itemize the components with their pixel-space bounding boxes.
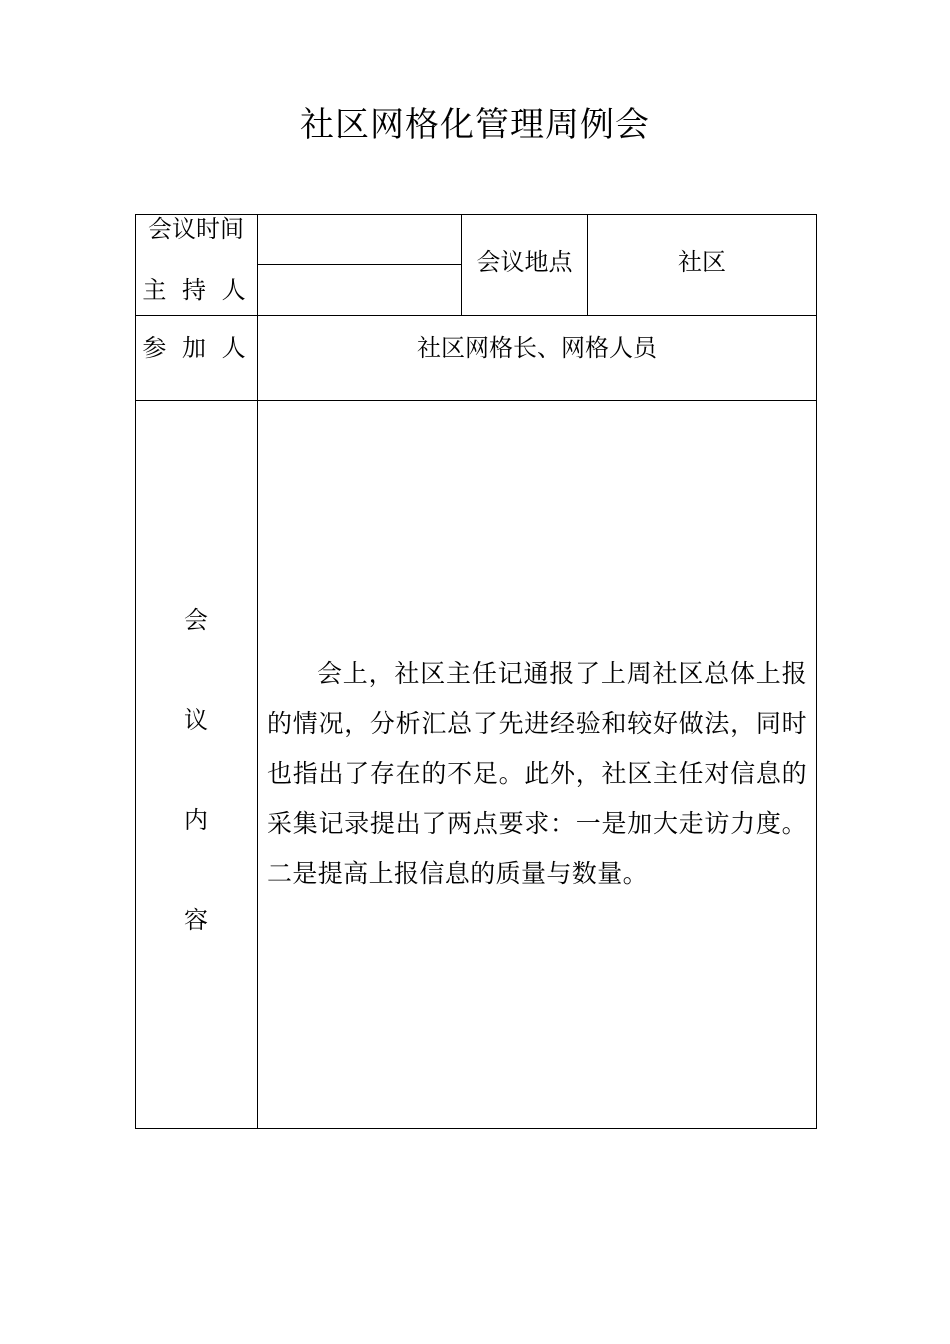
content-label-char-4: 容 bbox=[184, 906, 208, 934]
content-label-char-2: 议 bbox=[184, 706, 208, 734]
meeting-time-value bbox=[258, 214, 461, 264]
location-value: 社区 bbox=[678, 247, 726, 276]
location-label: 会议地点 bbox=[476, 247, 573, 276]
participants-value: 社区网格长、网格人员 bbox=[417, 334, 657, 362]
meeting-time-label: 会议时间 bbox=[148, 215, 244, 243]
meeting-content-label bbox=[135, 400, 257, 1128]
host-label: 主 持 人 bbox=[142, 276, 250, 304]
content-label-char-3: 内 bbox=[184, 806, 208, 834]
page-title: 社区网格化管理周例会 bbox=[300, 105, 650, 145]
content-label-char-1: 会 bbox=[184, 606, 208, 634]
host-value bbox=[258, 265, 461, 315]
meeting-content-text: 会上，社区主任记通报了上周社区总体上报的情况，分析汇总了先进经验和较好做法，同时也指出了存在的不足。此外，社区主任对信息的采集记录提出了两点要求：一是加大走访力度。二是提高上报信息的质量与数量。 bbox=[267, 659, 807, 888]
participants-label: 参 加 人 bbox=[142, 334, 250, 362]
meeting-content-body bbox=[258, 400, 817, 1129]
meeting-record-table bbox=[135, 214, 817, 1129]
